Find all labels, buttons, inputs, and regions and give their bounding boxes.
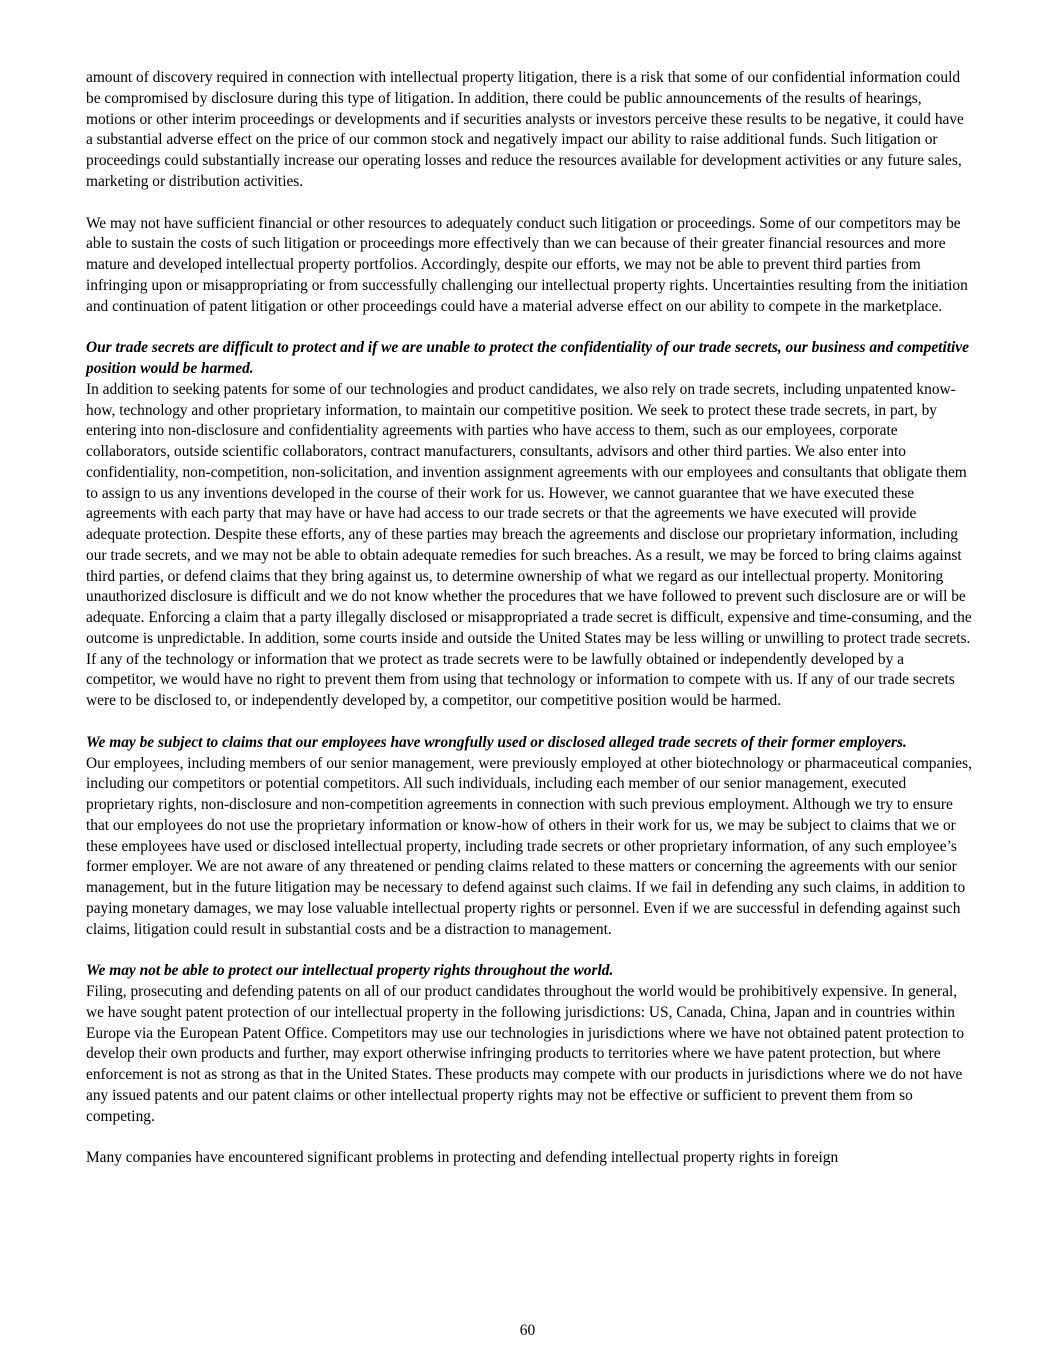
paragraph-trade-secrets: In addition to seeking patents for some of our technologies and product candidates, we also rely on trade secrets, including unpatented know-how, technology and other proprietary information, to maintain our competitive position. We seek to protect these trade secrets, in part, by entering into non-disclosure and confidentiality agreements with parties who have access to them, such as our employees, corporate collaborators, outside scientific collaborators, contract manufacturers, consultants, advisors and other third parties. We also enter into confidentiality, non-competition, non-solicitation, and invention assignment agreements with our employees and consultants that obligate them to assign to us any inventions developed in the course of their work for us. However, we cannot guarantee that we have executed these agreements with each party that may have or have had access to our trade secrets or that the agreements we have executed will provide adequate protection. Despite these efforts, any of these parties may breach the agreements and disclose our proprietary information, including our trade secrets, and we may not be able to obtain adequate remedies for such breaches. As a result, we may be forced to bring claims against third parties, or defend claims that they bring against us, to determine ownership of what we regard as our intellectual property. Monitoring unauthorized disclosure is difficult and we do not know whether the procedures that we have followed to prevent such disclosure are or will be adequate. Enforcing a claim that a party illegally disclosed or misappropriated a trade secret is difficult, expensive and time-consuming, and the outcome is unpredictable. In addition, some courts inside and outside the United States may be less willing or unwilling to protect trade secrets. If any of the technology or information that we protect as trade secrets were to be lawfully obtained or independently developed by a competitor, we would have no right to prevent them from using that technology or information to compete with us. If any of our trade secrets were to be disclosed to, or independently developed by, a competitor, our competitive position would be harmed. <box>86 380 972 709</box>
heading-trade-secrets: Our trade secrets are difficult to protect and if we are unable to protect the confidentiality of our trade secrets, our business and competitive position would be harmed. <box>86 339 969 377</box>
paragraph-discovery-risk: amount of discovery required in connection with intellectual property litigation, there is a risk that some of our confidential information could be compromised by disclosure during this type of litigation. In addition, there could be public announcements of the results of hearings, motions or other interim proceedings or developments and if securities analysts or investors perceive these results to be negative, it could have a substantial adverse effect on the price of our common stock and negatively impact our ability to raise additional funds. Such litigation or proceedings could substantially increase our operating losses and reduce the resources available for development activities or any future sales, marketing or distribution activities. <box>86 69 964 190</box>
paragraph-foreign-problems: Many companies have encountered significant problems in protecting and defending intellectual property rights in foreign <box>86 1149 839 1167</box>
paragraph-financial-resources: We may not have sufficient financial or other resources to adequately conduct such litigation or proceedings. Some of our competitors may be able to sustain the costs of such litigation or proceedings more effectively than we can because of their greater financial resources and more mature and developed intellectual property portfolios. Accordingly, despite our efforts, we may not be able to prevent third parties from infringing upon or misappropriating or from successfully challenging our intellectual property rights. Uncertainties resulting from the initiation and continuation of patent litigation or other proceedings could have a material adverse effect on our ability to compete in the marketplace. <box>86 214 968 315</box>
paragraph-worldwide-protection: Filing, prosecuting and defending patents on all of our product candidates throughout the world would be prohibitively expensive. In general, we have sought patent protection of our intellectual property in the following jurisdictions: US, Canada, China, Japan and in countries within Europe via the European Patent Office. Competitors may use our technologies in jurisdictions where we have not obtained patent protection to develop their own products and further, may export otherwise infringing products to territories where we have patent protection, but where enforcement is not as strong as that in the United States. These products may compete with our products in jurisdictions where we do not have any issued patents and our patent claims or other intellectual property rights may not be effective or sufficient to prevent them from so competing. <box>86 983 965 1125</box>
heading-worldwide-protection: We may not be able to protect our intellectual property rights throughout the world. <box>86 962 614 980</box>
page-number: 60 <box>519 1322 536 1339</box>
paragraph-employee-claims: Our employees, including members of our senior management, were previously employed at other biotechnology or pharmaceutical companies, including our competitors or potential competitors. All such individuals, including each member of our senior management, executed proprietary rights, non-disclosure and non-competition agreements in connection with such previous employment. Although we try to ensure that our employees do not use the proprietary information or know-how of others in their work for us, we may be subject to claims that we or these employees have used or disclosed intellectual property, including trade secrets or other proprietary information, of any such employee’s former employer. We are not aware of any threatened or pending claims related to these matters or concerning the agreements with our senior management, but in the future litigation may be necessary to defend against such claims. If we fail in defending any such claims, in addition to paying monetary damages, we may lose valuable intellectual property rights or personnel. Even if we are successful in defending against such claims, litigation could result in substantial costs and be a distraction to management. <box>86 754 972 938</box>
document-page <box>86 68 974 1169</box>
heading-employee-claims: We may be subject to claims that our employees have wrongfully used or disclosed alleged trade secrets of their former employers. <box>86 733 907 751</box>
